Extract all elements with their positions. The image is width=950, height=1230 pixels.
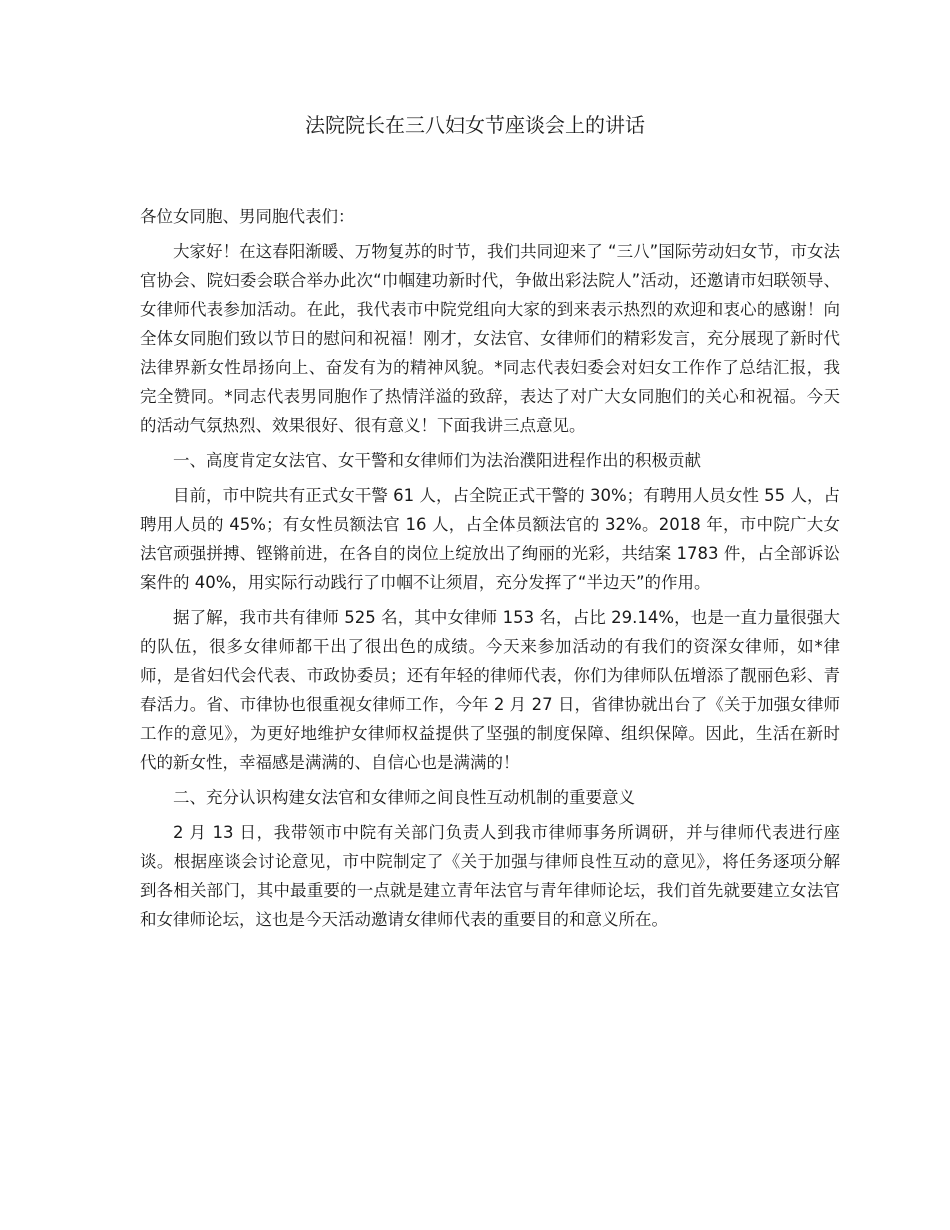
document-body	[140, 202, 840, 940]
section-heading-1: 一、高度肯定女法官、女干警和女律师们为法治濮阳进程作出的积极贡献	[173, 451, 701, 470]
paragraph-forum: 2 月 13 日，我带领市中院有关部门负责人到我市律师事务所调研，并与律师代表进行座谈。根据座谈会讨论意见，市中院制定了《关于加强与律师良性互动的意见》，将任务逐项分解到各相关部门，其中最重要的一点就是建立青年法官与青年律师论坛，我们首先就要建立女法官和女律师论坛，这也是今天活动邀请女律师代表的重要目的和意义所在。	[140, 823, 840, 929]
paragraph-court-statistics: 目前，市中院共有正式女干警 61 人，占全院正式干警的 30%；有聘用人员女性 55 人，占聘用人员的 45%；有女性员额法官 16 人，占全体员额法官的 32%。2018 年，市中院广大女法官顽强拼搏、铿锵前进，在各自的岗位上绽放出了绚丽的光彩，共结案 1783 件，占全部诉讼案件的 40%，用实际行动践行了巾帼不让须眉，充分发挥了“半边天”的作用。	[140, 486, 840, 592]
salutation: 各位女同胞、男同胞代表们：	[140, 207, 355, 226]
document-title: 法院院长在三八妇女节座谈会上的讲话	[305, 113, 645, 137]
paragraph-lawyer-statistics: 据了解，我市共有律师 525 名，其中女律师 153 名，占比 29.14%，也是一直力量很强大的队伍，很多女律师都干出了很出色的成绩。今天来参加活动的有我们的资深女律师，如*律师，是省妇代会代表、市政协委员；还有年轻的律师代表，你们为律师队伍增添了靓丽色彩、青春活力。省、市律协也很重视女律师工作，今年 2 月 27 日，省律协就出台了《关于加强女律师工作的意见》，为更好地维护女律师权益提供了坚强的制度保障、组织保障。因此，生活在新时代的新女性，幸福感是满满的、自信心也是满满的！	[140, 608, 840, 772]
paragraph-opening: 大家好！在这春阳渐暖、万物复苏的时节，我们共同迎来了 “三八”国际劳动妇女节，市女法官协会、院妇委会联合举办此次“巾帼建功新时代，争做出彩法院人”活动，还邀请市妇联领导、女律师代表参加活动。在此，我代表市中院党组向大家的到来表示热烈的欢迎和衷心的感谢！向全体女同胞们致以节日的慰问和祝福！刚才，女法官、女律师们的精彩发言，充分展现了新时代法律界新女性昂扬向上、奋发有为的精神风貌。*同志代表妇委会对妇女工作作了总结汇报，我完全赞同。*同志代表男同胞作了热情洋溢的致辞，表达了对广大女同胞们的关心和祝福。今天的活动气氛热烈、效果很好、很有意义！下面我讲三点意见。	[140, 242, 840, 435]
section-heading-2: 二、充分认识构建女法官和女律师之间良性互动机制的重要意义	[173, 788, 635, 807]
